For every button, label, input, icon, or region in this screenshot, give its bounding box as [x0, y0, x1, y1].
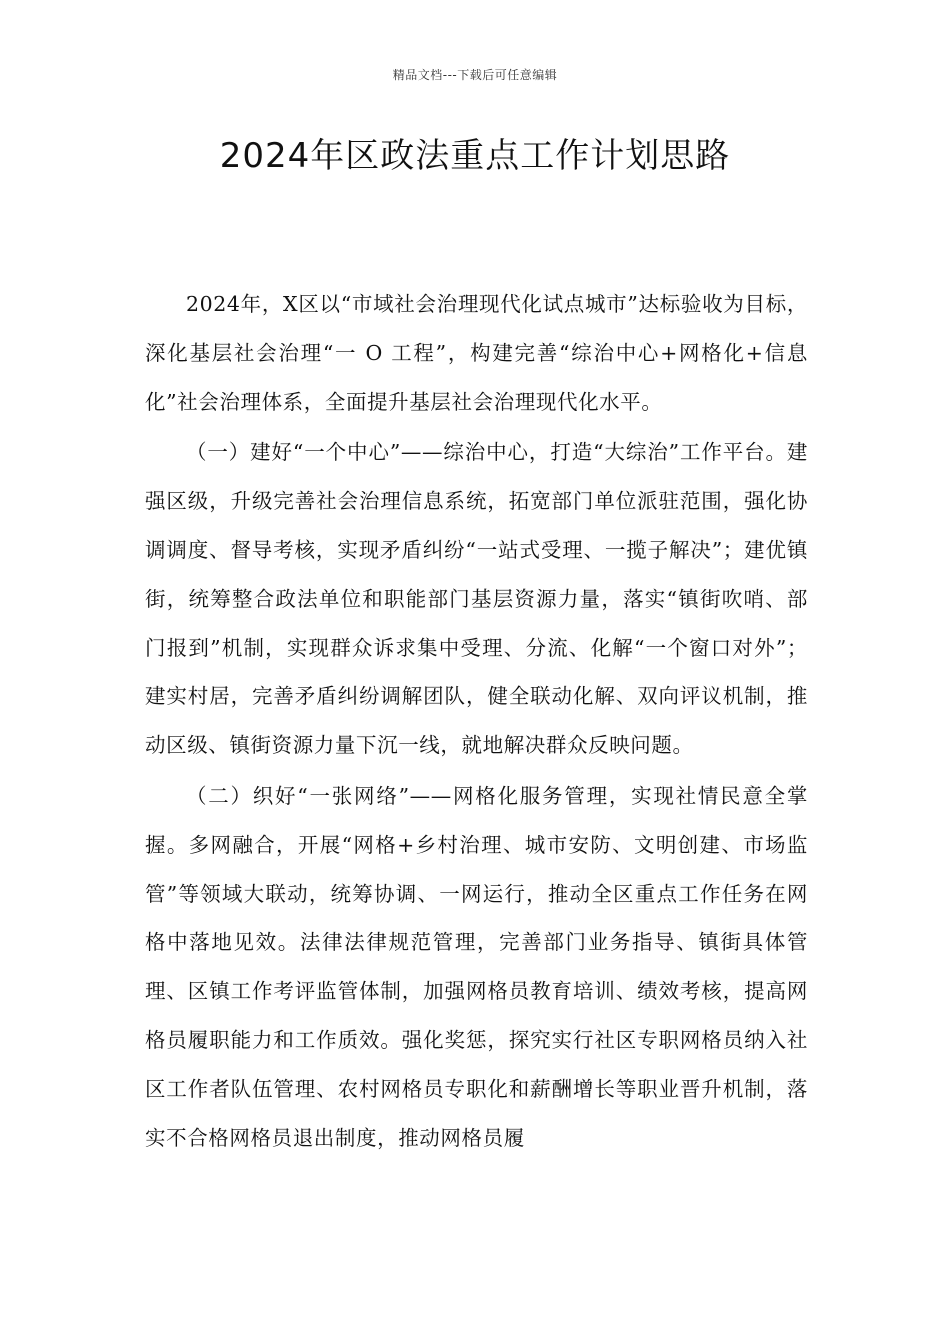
paragraph-section-1: （一）建好“一个中心”——综治中心，打造“大综治”工作平台。建强区级，升级完善社会治理信息系统，拓宽部门单位派驻范围，强化协调调度、督导考核，实现矛盾纠纷“一站式受理、一揽子解决”；建优镇街，统筹整合政法单位和职能部门基层资源力量，落实“镇街吹哨、部门报到”机制，实现群众诉求集中受理、分流、化解“一个窗口对外”；建实村居，完善矛盾纠纷调解团队，健全联动化解、双向评议机制，推动区级、镇街资源力量下沉一线，就地解决群众反映问题。 — [145, 440, 808, 758]
document-body — [145, 280, 808, 1164]
document-title: 2024年区政法重点工作计划思路 — [219, 136, 731, 176]
paragraph-intro: 2024年，X区以“市域社会治理现代化试点城市”达标验收为目标，深化基层社会治理“一 O 工程”，构建完善“综治中心+网格化+信息化”社会治理体系，全面提升基层社会治理现代化水平。 — [145, 292, 808, 414]
paragraph-section-2: （二）织好“一张网络”——网格化服务管理，实现社情民意全掌握。多网融合，开展“网格+乡村治理、城市安防、文明创建、市场监管”等领域大联动，统筹协调、一网运行，推动全区重点工作任务在网格中落地见效。法律法律规范管理，完善部门业务指导、镇街具体管理、区镇工作考评监管体制，加强网格员教育培训、绩效考核，提高网格员履职能力和工作质效。强化奖惩，探究实行社区专职网格员纳入社区工作者队伍管理、农村网格员专职化和薪酬增长等职业晋升机制，落实不合格网格员退出制度，推动网格员履 — [145, 783, 808, 1150]
header-note: 精品文档---下载后可任意编辑 — [392, 68, 558, 82]
